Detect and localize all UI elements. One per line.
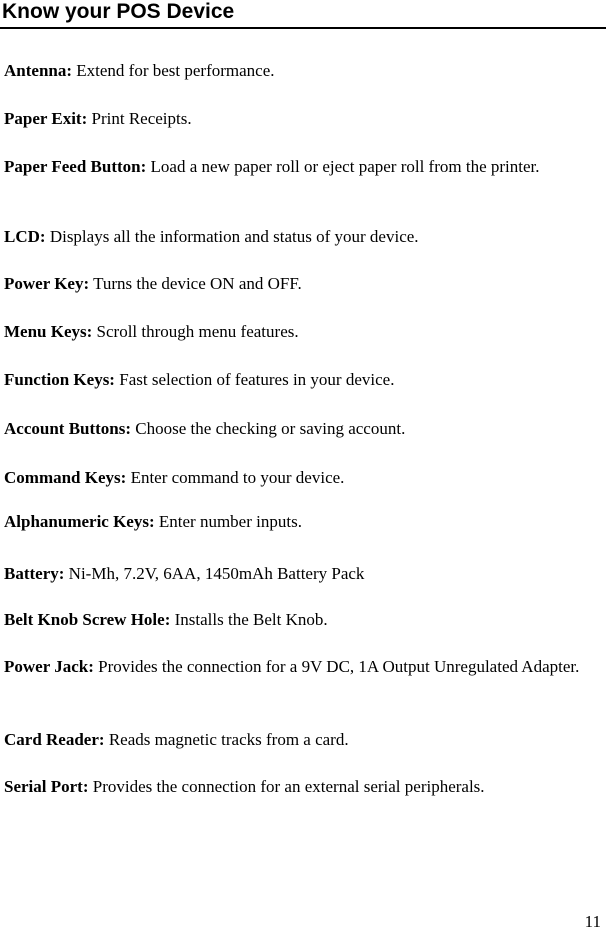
entry-description: Ni-Mh, 7.2V, 6AA, 1450mAh Battery Pack: [68, 564, 365, 583]
entry-term: Power Key:: [4, 274, 90, 293]
entry-description: Scroll through menu features.: [96, 322, 299, 341]
list-item: [4, 226, 600, 248]
list-item: [4, 369, 600, 391]
entry-term: Antenna:: [4, 61, 73, 80]
entry-term: Card Reader:: [4, 730, 105, 749]
entry-description: Displays all the information and status of your device.: [49, 227, 419, 246]
entry-description: Provides the connection for a 9V DC, 1A Output Unregulated Adapter.: [98, 657, 580, 676]
entry-term: Power Jack:: [4, 657, 94, 676]
entry-term: Menu Keys:: [4, 322, 93, 341]
list-item: [4, 467, 600, 489]
entry-term: Alphanumeric Keys:: [4, 512, 155, 531]
entry-term: Function Keys:: [4, 370, 115, 389]
list-item: [4, 273, 600, 295]
entry-description: Turns the device ON and OFF.: [93, 274, 302, 293]
entry-description: Fast selection of features in your device.: [119, 370, 395, 389]
entry-term: Serial Port:: [4, 777, 89, 796]
list-item: [4, 656, 600, 678]
list-item: [4, 156, 600, 178]
list-item: [4, 321, 600, 343]
list-item: [4, 511, 600, 533]
list-item: [4, 108, 600, 130]
list-item: [4, 418, 600, 440]
entry-description: Extend for best performance.: [76, 61, 275, 80]
list-item: [4, 729, 600, 751]
list-item: [4, 563, 600, 585]
list-item: [4, 776, 600, 798]
entry-term: Battery:: [4, 564, 65, 583]
entry-description: Enter number inputs.: [158, 512, 302, 531]
entry-description: Installs the Belt Knob.: [174, 610, 328, 629]
page-title: Know your POS Device: [2, 0, 235, 23]
entry-description: Provides the connection for an external serial peripherals.: [92, 777, 485, 796]
title-underline: [0, 27, 606, 29]
entry-description: Choose the checking or saving account.: [135, 419, 406, 438]
entry-term: Command Keys:: [4, 468, 127, 487]
entry-term: Paper Exit:: [4, 109, 88, 128]
list-item: [4, 60, 600, 82]
entry-term: Paper Feed Button:: [4, 157, 147, 176]
entry-description: Enter command to your device.: [130, 468, 345, 487]
entry-description: Reads magnetic tracks from a card.: [108, 730, 349, 749]
entry-term: Belt Knob Screw Hole:: [4, 610, 171, 629]
page-number: 11: [584, 912, 601, 931]
entry-description: Load a new paper roll or eject paper roll from the printer.: [150, 157, 540, 176]
entry-description: Print Receipts.: [91, 109, 192, 128]
entry-term: LCD:: [4, 227, 46, 246]
entry-term: Account Buttons:: [4, 419, 132, 438]
list-item: [4, 609, 600, 631]
